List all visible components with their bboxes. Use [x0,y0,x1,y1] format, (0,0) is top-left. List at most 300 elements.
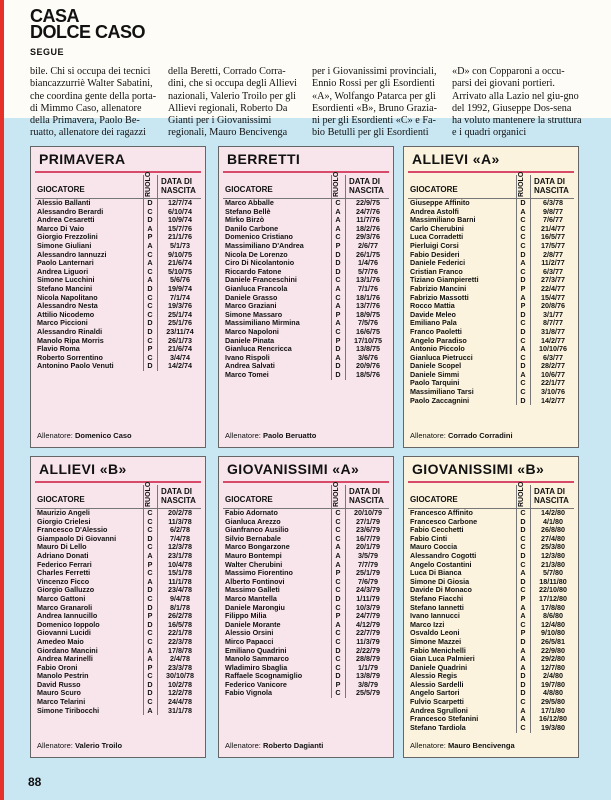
player-birthdate: 27/4/80 [541,533,565,543]
player-role: A [520,662,526,672]
player-role: D [520,525,526,535]
player-role: D [520,688,526,698]
player-birthdate: 2/4/78 [170,654,190,664]
player-birthdate: 25/1/79 [356,568,380,578]
roster-rows [404,509,579,732]
player-name: Fabio Menichelli [410,645,466,655]
title-rule [408,171,574,173]
player-role: A [335,542,341,552]
coach-label: Allenatore: [225,431,261,440]
player-name: Daniele Quadrini [410,662,468,672]
player-birthdate: 22/9/75 [356,198,380,207]
player-name: Daniele Grasso [225,292,278,302]
player-birthdate: 1/1/79 [358,662,378,672]
player-birthdate: 7/4/78 [170,533,190,543]
player-birthdate: 10/6/77 [541,369,565,379]
roster-title: ALLIEVI «B» [39,461,127,477]
player-role: A [520,714,526,724]
roster-card [30,456,206,758]
player-name: Manolo Sammarco [225,654,289,664]
player-role: A [335,550,341,560]
roster-rows [219,509,394,698]
player-birthdate: 10/9/74 [168,215,192,225]
player-name: Nicola De Lorenzo [225,249,288,259]
player-name: Marco Di Vaio [37,223,85,233]
player-name: Mauro Di Lello [37,542,87,552]
player-birthdate: 14/2/80 [541,508,565,517]
player-role: D [335,266,341,276]
player-name: Mauro Bontempi [225,550,282,560]
player-name: David Russo [37,679,81,689]
player-birthdate: 23/4/78 [168,585,192,595]
roster-card [403,146,579,448]
page-number: 88 [28,775,42,789]
player-birthdate: 3/10/76 [541,387,565,397]
roster-title: GIOVANISSIMI «B» [412,461,545,477]
player-name: Stefano Tardiola [410,722,466,732]
coach-name: Mauro Bencivenga [447,741,515,750]
player-name: Maurizio Angeli [37,508,90,517]
red-side-bar [0,0,4,800]
roster-title: GIOVANISSIMI «A» [227,461,360,477]
roster-card [30,146,206,448]
player-name: Fabrizio Massotti [410,292,469,302]
player-birthdate: 26/1/75 [356,249,380,259]
player-birthdate: 20/9/76 [356,361,380,371]
player-name: Alessio Sardelli [410,679,464,689]
header-data-line2: NASCITA [534,186,569,195]
player-role: C [520,559,526,569]
player-role: D [520,275,526,285]
title-line-2: DOLCE CASO [30,22,146,42]
player-role: C [520,508,526,517]
title-line-1: CASA [30,6,80,26]
player-role: C [147,671,153,681]
player-birthdate: 17/8/78 [168,645,192,655]
player-birthdate: 16/5/77 [541,232,565,242]
player-name: Daniele Federici [410,258,466,268]
player-birthdate: 20/10/79 [354,508,382,517]
player-role: D [147,533,153,543]
player-name: Paolo Tarquini [410,378,460,388]
player-birthdate: 9/10/75 [168,249,192,259]
player-birthdate: 2/8/77 [543,249,563,259]
player-birthdate: 18/11/80 [539,576,567,586]
player-role: D [520,671,526,681]
player-name: Stefano Fiacchi [410,593,464,603]
header-data-line1: DATA DI [534,487,565,496]
intro-column-2: della Beretti, Corrado Corra-dini, che si occupa degli Allievi nazionali, Valerio Troilo per gli Allievi regionali, Roberto Da Gianti per i Giovanissimi regionali, Mauro Bencivenga [168,66,298,139]
player-name: Emiliano Pala [410,318,457,328]
player-role: P [147,559,153,569]
table-row [219,689,394,698]
player-birthdate: 22/4/77 [541,283,565,293]
player-name: Danilo Carbone [225,223,279,233]
player-birthdate: 2/4/80 [543,671,563,681]
player-name: Manolo Pestrin [37,671,89,681]
player-role: C [147,636,153,646]
header-data-line2: NASCITA [349,496,384,505]
player-name: Ciro Di Nicolantonio [225,258,295,268]
player-name: Filippo Milia [225,611,267,621]
player-name: Nicola Napolitano [37,292,98,302]
player-role: P [520,628,526,638]
player-role: D [335,645,341,655]
player-name: Simone Giuliani [37,240,92,250]
coach-label: Allenatore: [37,741,73,750]
roster-title: PRIMAVERA [39,151,126,167]
player-birthdate: 18/2/76 [356,223,380,233]
player-role: C [520,697,526,707]
player-birthdate: 2/6/77 [358,240,378,250]
coach-label: Allenatore: [225,741,261,750]
player-name: Marco Graziani [225,301,277,311]
player-role: C [147,309,153,319]
player-name: Tiziano Giampieretti [410,275,479,285]
player-role: A [335,206,341,216]
player-name: Andrea Astolfi [410,206,459,216]
player-birthdate: 21/6/74 [168,258,192,268]
player-name: Gianluca Francola [225,283,288,293]
player-role: C [147,292,153,302]
player-birthdate: 12/2/78 [168,688,192,698]
roster-title: ALLIEVI «A» [412,151,500,167]
player-role: A [147,645,153,655]
player-role: C [520,352,526,362]
player-name: Fabio Cecchetti [410,525,464,535]
player-role: C [520,335,526,345]
player-role: C [520,240,526,250]
player-role: P [335,568,341,578]
player-birthdate: 9/8/77 [543,206,563,216]
coach-name: Valerio Troilo [74,741,123,750]
player-birthdate: 25/5/79 [356,688,380,698]
player-birthdate: 15/7/76 [168,223,192,233]
player-birthdate: 26/8/80 [541,525,565,535]
player-role: C [520,223,526,233]
player-name: Giordano Mancini [37,645,98,655]
player-role: A [335,352,341,362]
player-role: D [147,198,153,207]
player-name: Andrea Sgrulloni [410,705,468,715]
player-name: Mauro Scuro [37,688,81,698]
player-name: Simone Tiribocchi [37,705,100,715]
table-row [219,371,394,380]
player-birthdate: 7/5/76 [358,318,378,328]
player-name: Andrea Salvati [225,361,275,371]
player-name: Massimo Fiorentino [225,568,293,578]
player-name: Marco Napoloni [225,326,279,336]
player-birthdate: 20/8/76 [541,301,565,311]
header-data-nascita [161,487,196,505]
player-name: Carlo Cherubini [410,223,464,233]
player-birthdate: 13/8/75 [356,344,380,354]
player-name: Mauro Coccia [410,542,458,552]
player-name: Giovanni Lucidi [37,628,91,638]
coach-line [37,741,122,750]
player-role: A [520,344,526,354]
player-name: Daniele Morante [225,619,281,629]
player-name: Luca Di Bianca [410,568,462,578]
player-name: Alessio Ballanti [37,198,91,207]
player-name: Marco Bongarzone [225,542,290,552]
player-role: D [335,344,341,354]
player-birthdate: 21/6/74 [168,344,192,354]
player-role: C [335,576,341,586]
player-name: Ivano Iannucci [410,611,460,621]
header-giocatore: GIOCATORE [37,185,85,194]
player-name: Franco Paoletti [410,326,462,336]
player-birthdate: 29/2/80 [541,654,565,664]
player-role: A [335,559,341,569]
player-role: A [147,654,153,664]
player-role: C [520,722,526,732]
player-birthdate: 17/5/77 [541,240,565,250]
header-data-nascita [161,177,196,195]
player-role: D [520,361,526,371]
player-role: D [147,688,153,698]
player-birthdate: 13/7/76 [356,301,380,311]
player-birthdate: 22/1/77 [541,378,565,388]
player-role: C [335,654,341,664]
player-name: Giorgio Frezzolini [37,232,98,242]
roster-card [218,146,394,448]
player-role: A [147,223,153,233]
player-birthdate: 14/2/74 [168,361,192,371]
player-name: Rocco Mattia [410,301,455,311]
player-role: C [147,542,153,552]
player-birthdate: 9/4/78 [170,593,190,603]
player-name: Fabio Vignola [225,688,272,698]
title-rule [223,171,389,173]
roster-title: BERRETTI [227,151,301,167]
player-name: Massimo Galleti [225,585,280,595]
player-birthdate: 18/9/75 [356,309,380,319]
header-data-nascita [349,177,384,195]
player-name: Alessio Orsini [225,628,274,638]
player-role: D [147,215,153,225]
player-name: Antonino Paolo Venuti [37,361,114,371]
player-name: Alessandro Berardi [37,206,104,216]
player-name: Marco Piccioni [37,318,88,328]
player-birthdate: 16/7/79 [356,533,380,543]
player-role: A [335,223,341,233]
player-name: Marco Mantella [225,593,277,603]
player-role: D [147,283,153,293]
player-birthdate: 21/1/76 [168,232,192,242]
player-birthdate: 27/1/79 [356,516,380,526]
player-role: C [335,628,341,638]
player-role: P [335,335,341,345]
player-birthdate: 23/1/78 [168,550,192,560]
player-name: Massimiliano D'Andrea [225,240,304,250]
intro-column-3: per i Giovanissimi provinciali, Ennio Rossi per gli Esordienti «A», Wolfango Patarca per gli Esordienti «B», Bruno Grazia-ni per gli Esordienti «C» e Fa-bio Betulli per gli Esordienti [312,66,438,139]
player-birthdate: 20/2/78 [168,508,192,517]
coach-line [225,431,316,440]
player-name: Manolo Ripa Morris [37,335,104,345]
player-name: Daniele Franceschini [225,275,297,285]
player-birthdate: 24/7/79 [356,611,380,621]
player-birthdate: 6/10/74 [168,206,192,216]
player-birthdate: 20/1/79 [356,542,380,552]
player-role: A [520,258,526,268]
table-row [404,724,579,733]
player-role: C [335,636,341,646]
player-name: Fabio Adornato [225,508,278,517]
player-role: C [335,198,341,207]
player-name: Francesco Carbone [410,516,478,526]
player-role: D [335,258,341,268]
coach-name: Domenico Caso [74,431,132,440]
player-birthdate: 13/1/76 [356,275,380,285]
player-name: Gianluca Rencricca [225,344,292,354]
player-name: Gianluca Pietrucci [410,352,473,362]
player-role: A [335,301,341,311]
player-birthdate: 28/8/79 [356,654,380,664]
player-role: D [520,198,526,207]
player-name: Pierluigi Corsi [410,240,459,250]
player-name: Francesco Affinito [410,508,473,517]
player-birthdate: 30/10/78 [166,671,194,681]
player-role: C [147,628,153,638]
player-birthdate: 12/7/80 [541,662,565,672]
player-name: Alessio Regis [410,671,458,681]
coach-line [225,741,323,750]
player-role: A [147,705,153,715]
header-data-line1: DATA DI [161,177,192,186]
coach-line [410,431,513,440]
player-role: A [520,369,526,379]
player-name: Angelo Costantini [410,559,472,569]
player-birthdate: 11/1/78 [168,576,192,586]
player-role: D [520,550,526,560]
player-name: Federico Vanicore [225,679,287,689]
player-birthdate: 31/1/78 [168,705,192,715]
player-name: Andrea Iannucillo [37,611,98,621]
player-role: P [335,611,341,621]
player-birthdate: 17/8/80 [541,602,565,612]
table-row [31,707,206,716]
player-role: C [147,593,153,603]
player-role: C [147,266,153,276]
player-name: Angelo Sartori [410,688,460,698]
player-role: C [520,387,526,397]
player-birthdate: 24/3/79 [356,585,380,595]
player-role: C [147,352,153,362]
header-giocatore: GIOCATORE [410,185,458,194]
player-role: D [520,395,526,405]
player-name: Giuseppe Affinito [410,198,470,207]
player-role: C [335,232,341,242]
player-role: A [335,283,341,293]
player-role: C [520,533,526,543]
player-role: C [147,525,153,535]
player-birthdate: 26/5/81 [541,636,565,646]
player-role: A [335,619,341,629]
player-name: Paolo Zaccagnini [410,395,470,405]
player-birthdate: 16/6/75 [356,326,380,336]
player-role: A [520,206,526,216]
player-role: C [147,568,153,578]
player-role: C [147,249,153,259]
player-role: D [520,309,526,319]
player-birthdate: 23/3/78 [168,662,192,672]
player-birthdate: 3/4/74 [170,352,190,362]
player-name: Alessandro Rinaldi [37,326,103,336]
player-role: D [147,326,153,336]
header-data-line2: NASCITA [349,186,384,195]
player-name: Marco Gattoni [37,593,86,603]
player-role: C [520,232,526,242]
coach-label: Allenatore: [37,431,73,440]
header-ruolo: RUOLO [518,171,525,197]
player-role: C [147,508,153,517]
player-birthdate: 14/2/77 [541,395,565,405]
player-birthdate: 8/6/80 [543,611,563,621]
player-birthdate: 25/1/74 [168,309,192,319]
player-birthdate: 6/3/77 [543,352,563,362]
header-ruolo: RUOLO [333,171,340,197]
player-role: C [335,533,341,543]
player-birthdate: 19/3/80 [541,722,565,732]
player-name: Daniele Marongiu [225,602,285,612]
player-name: Davide Meleo [410,309,456,319]
player-name: Paolo Lanternari [37,258,94,268]
player-role: D [147,679,153,689]
player-name: Giampaolo Di Giovanni [37,533,117,543]
coach-line [410,741,515,750]
player-birthdate: 31/8/77 [541,326,565,336]
player-name: Marco Izzi [410,619,445,629]
player-role: D [520,249,526,259]
player-role: A [147,550,153,560]
player-role: P [520,283,526,293]
player-role: C [335,516,341,526]
player-role: D [147,361,153,371]
intro-column-4: «D» con Copparoni a occu-parsi dei giovani portieri. Arrivato alla Lazio nel giu-gno del 1992, Giuseppe Dos-sena ha voluto mantenere la struttura e i quadri organici [452,66,582,139]
player-birthdate: 12/4/80 [541,619,565,629]
player-role: A [147,275,153,285]
roster-rows [404,199,579,405]
player-role: A [520,568,526,578]
roster-rows [219,199,394,379]
player-name: Alessandro Iannuzzi [37,249,107,259]
intro-column-1: bile. Chi si occupa dei tecnici biancazzurriè Walter Sabatini, che coordina gente della porta-di Mimmo Caso, allenatore della Primavera, Paolo Be-ruatto, allenatore dei ragazzi [30,66,157,139]
player-role: C [520,266,526,276]
table-row [404,397,579,406]
player-birthdate: 22/1/78 [168,628,192,638]
player-birthdate: 7/7/79 [358,559,378,569]
player-name: Osvaldo Leoni [410,628,460,638]
table-row [31,362,206,371]
player-birthdate: 6/2/78 [170,525,190,535]
player-birthdate: 19/7/80 [541,679,565,689]
player-birthdate: 3/6/76 [358,352,378,362]
player-name: Domenico Cristiano [225,232,293,242]
player-name: Simone Mazzei [410,636,462,646]
player-birthdate: 4/1/80 [543,516,563,526]
player-birthdate: 16/5/78 [168,619,192,629]
player-birthdate: 7/1/76 [358,283,378,293]
player-birthdate: 28/2/77 [541,361,565,371]
player-name: Angelo Paradiso [410,335,467,345]
player-role: P [520,593,526,603]
player-role: D [520,679,526,689]
player-name: Cristian Franco [410,266,463,276]
player-birthdate: 5/6/76 [170,275,190,285]
player-birthdate: 6/3/77 [543,266,563,276]
player-birthdate: 21/4/77 [541,223,565,233]
